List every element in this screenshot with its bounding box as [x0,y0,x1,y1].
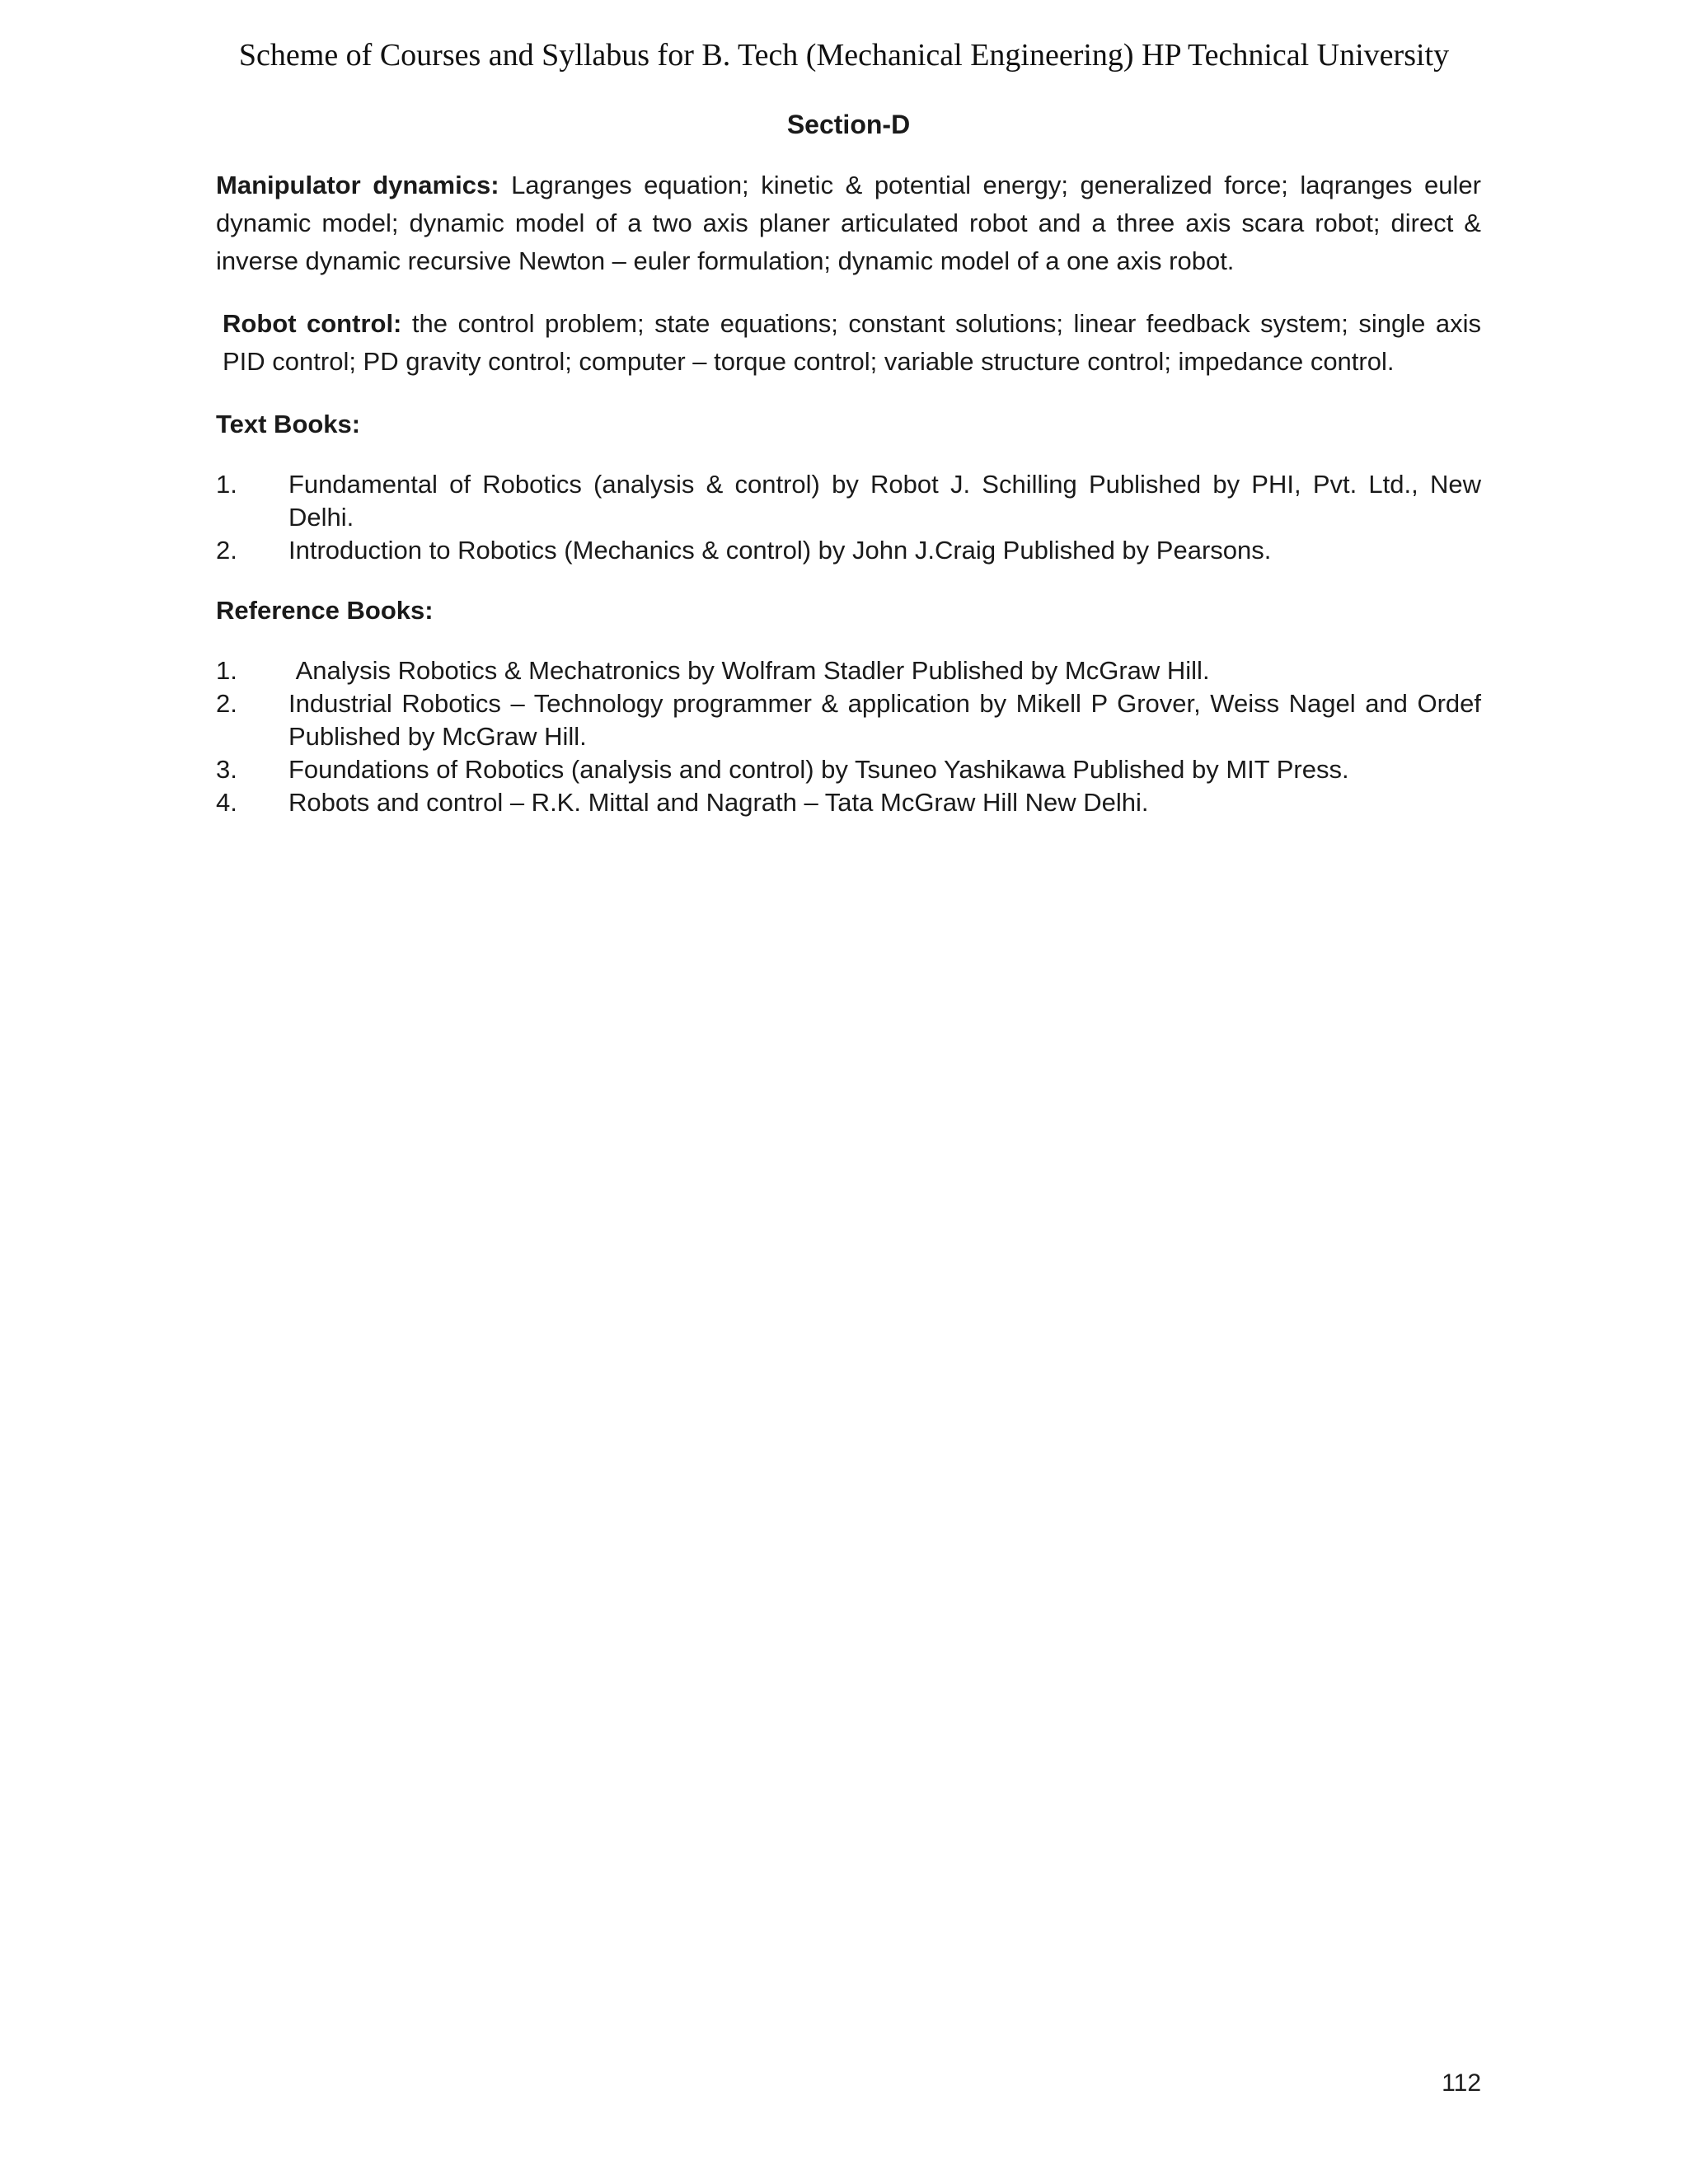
list-item-number: 1. [216,470,237,499]
section-title: Section-D [786,110,911,139]
page-number: 112 [1442,2069,1481,2097]
list-item [216,654,1481,687]
list-item-number: 2. [216,536,237,565]
list-item [216,534,1481,567]
text-books-heading: Text Books: [216,410,361,438]
list-item [216,687,1481,753]
list-item-text: Introduction to Robotics (Mechanics & control) by John J.Craig Published by Pearsons. [288,536,1272,565]
list-item-text: Industrial Robotics – Technology programmer & application by Mikell P Grover, Weiss Nagel and Ordef Published by McGraw Hill. [288,689,1481,751]
text-books-list [216,468,1481,567]
paragraph-text: the control problem; state equations; constant solutions; linear feedback system; single axis PID control; PD gravity control; computer – torque control; variable structure control; impedance control. [223,309,1481,376]
list-item [216,786,1481,819]
list-item-text: Analysis Robotics & Mechatronics by Wolfram Stadler Published by McGraw Hill. [288,656,1210,685]
reference-books-heading: Reference Books: [216,596,434,625]
list-item-text: Fundamental of Robotics (analysis & control) by Robot J. Schilling Published by PHI, Pvt. Ltd., New Delhi. [288,470,1481,532]
page-header: Scheme of Courses and Syllabus for B. Tech (Mechanical Engineering) HP Technical University [238,38,1450,73]
list-item-number: 2. [216,689,237,718]
list-item-number: 3. [216,755,237,784]
list-item-text: Robots and control – R.K. Mittal and Nagrath – Tata McGraw Hill New Delhi. [288,788,1149,817]
reference-books-list [216,654,1481,819]
manipulator-dynamics-paragraph [216,166,1481,280]
list-item [216,753,1481,786]
paragraph-lead: Manipulator dynamics: [216,171,499,199]
list-item-number: 4. [216,788,237,817]
document-body [216,105,1481,844]
list-item [216,468,1481,534]
list-item-text: Foundations of Robotics (analysis and control) by Tsuneo Yashikawa Published by MIT Press. [288,755,1349,784]
paragraph-text: Lagranges equation; kinetic & potential energy; generalized force; laqranges euler dynamic model; dynamic model of a two axis planer articulated robot and a three axis scara robot; direct & inverse dynamic recursive Newton – euler formulation; dynamic model of a one axis robot. [216,171,1481,275]
list-item-number: 1. [216,656,237,685]
paragraph-lead: Robot control: [223,309,402,338]
robot-control-paragraph [216,305,1481,381]
